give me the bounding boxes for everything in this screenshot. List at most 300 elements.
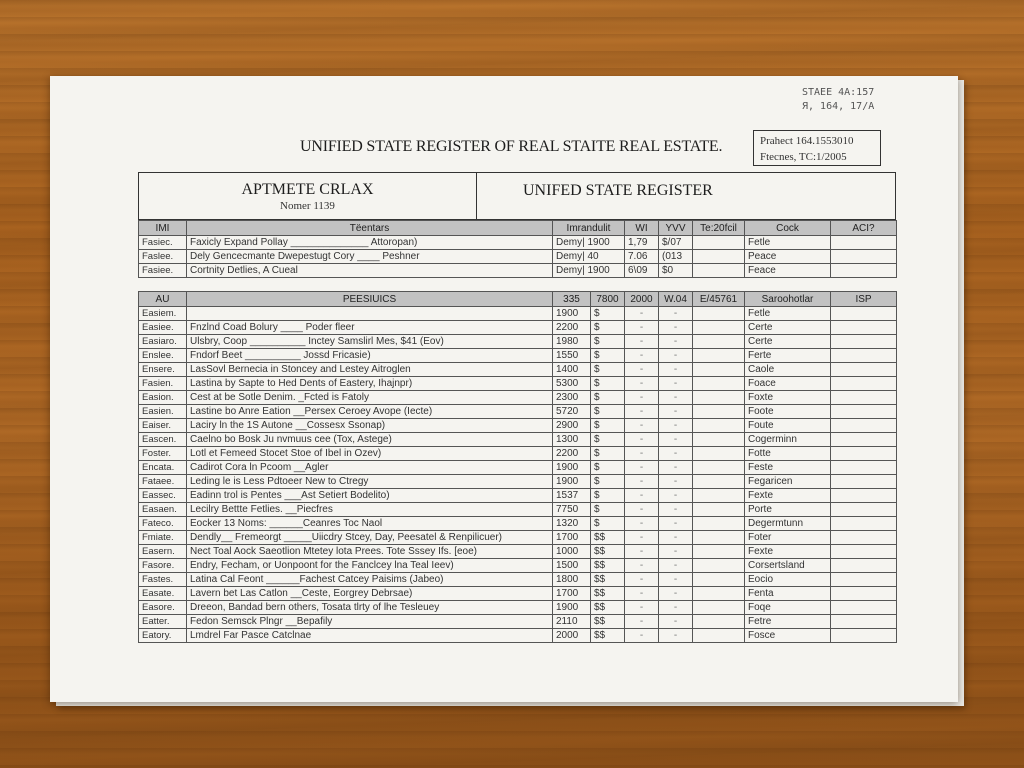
cell-currency: $$: [591, 601, 625, 615]
cell-empty: [831, 573, 897, 587]
cell-currency: $: [591, 363, 625, 377]
row-label: Eatory.: [139, 629, 187, 643]
cell-dash: -: [625, 615, 659, 629]
row-label: Fasien.: [139, 377, 187, 391]
row-label: Easaen.: [139, 503, 187, 517]
cell-dash: -: [659, 321, 693, 335]
cell-empty: [831, 615, 897, 629]
cell-dash: -: [625, 349, 659, 363]
row-description: Laciry ln the 1S Autone __Cossesx Ssonap): [187, 419, 553, 433]
cell-dash: -: [659, 447, 693, 461]
table-row: [139, 461, 897, 475]
column-header: YVV: [659, 221, 693, 236]
cell-currency: $$: [591, 587, 625, 601]
main-table: [138, 291, 897, 643]
cell-dash: -: [659, 531, 693, 545]
cell-empty: [693, 377, 745, 391]
cell-code: Fexte: [745, 489, 831, 503]
cell-value: Demy| 1900: [553, 236, 625, 250]
cell-dash: -: [659, 335, 693, 349]
cell-empty: [693, 489, 745, 503]
cell-dash: -: [659, 517, 693, 531]
table-row: [139, 363, 897, 377]
table-row: [139, 250, 897, 264]
cell-value: [693, 250, 745, 264]
cell-dash: -: [625, 391, 659, 405]
row-label: Foster.: [139, 447, 187, 461]
cell-value: Demy| 40: [553, 250, 625, 264]
cell-dash: -: [625, 531, 659, 545]
row-description: Fndorf Beet __________ Jossd Fricasie): [187, 349, 553, 363]
table-row: [139, 503, 897, 517]
row-label: Fasiee.: [139, 264, 187, 278]
cell-code: Eocio: [745, 573, 831, 587]
row-description: Lastina by Sapte to Hed Dents of Eastery, Ihajnpr): [187, 377, 553, 391]
row-description: Latina Cal Feont ______Fachest Catcey Paisims (Jabeo): [187, 573, 553, 587]
row-label: Fmiate.: [139, 531, 187, 545]
column-header: Cock: [745, 221, 831, 236]
top-table: [138, 220, 897, 278]
cell-amount: 1500: [553, 559, 591, 573]
cell-amount: 2000: [553, 629, 591, 643]
cell-code: Fetre: [745, 615, 831, 629]
cell-empty: [831, 601, 897, 615]
row-label: Faslee.: [139, 250, 187, 264]
cell-dash: -: [659, 307, 693, 321]
cell-currency: $: [591, 419, 625, 433]
cell-empty: [693, 307, 745, 321]
cell-amount: 1550: [553, 349, 591, 363]
cell-currency: $$: [591, 531, 625, 545]
table-row: [139, 264, 897, 278]
cell-value: [831, 264, 897, 278]
table-row: [139, 559, 897, 573]
cell-value: 7.06: [625, 250, 659, 264]
cell-value: $/07: [659, 236, 693, 250]
cell-currency: $: [591, 517, 625, 531]
cell-empty: [831, 307, 897, 321]
stamp-line-1: STAEE 4A:157: [802, 87, 875, 98]
table-row: [139, 307, 897, 321]
cell-code: Certe: [745, 335, 831, 349]
row-label: Easiee.: [139, 321, 187, 335]
main-table-header: [139, 292, 897, 307]
table-row: [139, 531, 897, 545]
cell-value: [693, 236, 745, 250]
row-description: Nect Toal Aock Saeotlion Mtetey lota Prees. Tote Sssey Ifs. [eoe): [187, 545, 553, 559]
cell-code: Fetle: [745, 307, 831, 321]
cell-code: Feste: [745, 461, 831, 475]
cell-value: [831, 236, 897, 250]
cell-dash: -: [625, 321, 659, 335]
row-label: Eascen.: [139, 433, 187, 447]
cell-currency: $: [591, 503, 625, 517]
top-table-header: [139, 221, 897, 236]
row-label: Fataee.: [139, 475, 187, 489]
cell-code: Fotte: [745, 447, 831, 461]
cell-empty: [693, 321, 745, 335]
cell-currency: $: [591, 475, 625, 489]
cell-dash: -: [625, 377, 659, 391]
row-description: [187, 307, 553, 321]
cell-empty: [693, 503, 745, 517]
cell-value: [831, 250, 897, 264]
table-row: [139, 545, 897, 559]
cell-dash: -: [625, 489, 659, 503]
cell-empty: [831, 475, 897, 489]
cell-empty: [831, 391, 897, 405]
table-row: [139, 236, 897, 250]
row-description: Cest at be Sotle Denim. _Fcted is Fatoly: [187, 391, 553, 405]
cell-currency: $: [591, 405, 625, 419]
row-label: Easate.: [139, 587, 187, 601]
cell-currency: $$: [591, 559, 625, 573]
cell-empty: [693, 601, 745, 615]
cell-empty: [693, 545, 745, 559]
column-header: E/45761: [693, 292, 745, 307]
cell-dash: -: [625, 587, 659, 601]
cell-empty: [693, 391, 745, 405]
row-description: Fnzlnd Coad Bolury ____ Poder fleer: [187, 321, 553, 335]
cell-code: Peace: [745, 250, 831, 264]
table-row: [139, 573, 897, 587]
cell-code: Porte: [745, 503, 831, 517]
cell-dash: -: [659, 363, 693, 377]
column-header: Saroohotlar: [745, 292, 831, 307]
cell-currency: $: [591, 489, 625, 503]
cell-dash: -: [625, 573, 659, 587]
cell-currency: $: [591, 335, 625, 349]
cell-dash: -: [625, 419, 659, 433]
cell-empty: [831, 433, 897, 447]
cell-empty: [831, 321, 897, 335]
cell-amount: 1900: [553, 307, 591, 321]
cell-value: 6\09: [625, 264, 659, 278]
cell-empty: [693, 349, 745, 363]
cell-dash: -: [659, 489, 693, 503]
cell-dash: -: [659, 503, 693, 517]
cell-amount: 1320: [553, 517, 591, 531]
row-description: Lotl et Femeed Stocet Stoe of Ibel in Ozev): [187, 447, 553, 461]
row-description: Dreeon, Bandad bern others, Tosata tlrty of lhe Tesleuey: [187, 601, 553, 615]
row-description: Faxicly Expand Pollay ______________ Attoropan): [187, 236, 553, 250]
table-row: [139, 447, 897, 461]
row-description: Caelno bo Bosk Ju nvmuus cee (Tox, Astege): [187, 433, 553, 447]
column-header: IMI: [139, 221, 187, 236]
cell-code: Certe: [745, 321, 831, 335]
row-label: Fasiec.: [139, 236, 187, 250]
project-box: [753, 130, 881, 166]
cell-dash: -: [659, 433, 693, 447]
cell-dash: -: [625, 461, 659, 475]
project-line-2: Ftecnes, TC:1/2005: [760, 151, 847, 163]
cell-dash: -: [659, 405, 693, 419]
cell-dash: -: [659, 349, 693, 363]
table-row: [139, 349, 897, 363]
cell-empty: [693, 531, 745, 545]
cell-empty: [693, 461, 745, 475]
cell-amount: 1700: [553, 531, 591, 545]
row-label: Easion.: [139, 391, 187, 405]
cell-empty: [831, 377, 897, 391]
cell-code: Ferte: [745, 349, 831, 363]
cell-dash: -: [659, 601, 693, 615]
cell-empty: [831, 517, 897, 531]
document-title: UNIFIED STATE REGISTER OF REAL STAITE REAL ESTATE.: [300, 138, 723, 155]
cell-empty: [831, 419, 897, 433]
cell-empty: [693, 629, 745, 643]
column-header: AU: [139, 292, 187, 307]
table-row: [139, 615, 897, 629]
row-description: Dendly__ Fremeorgt _____Uiicdry Stcey, Day, Peesatel & Renpilicuer): [187, 531, 553, 545]
row-label: Fastes.: [139, 573, 187, 587]
cell-empty: [831, 461, 897, 475]
cell-dash: -: [659, 559, 693, 573]
cell-code: Fetle: [745, 236, 831, 250]
row-description: Dely Gencecmante Dwepestugt Cory ____ Peshner: [187, 250, 553, 264]
cell-code: Fegaricen: [745, 475, 831, 489]
cell-currency: $: [591, 377, 625, 391]
row-description: Cortnity Detlies, A Cueal: [187, 264, 553, 278]
row-label: Easiem.: [139, 307, 187, 321]
cell-amount: 5300: [553, 377, 591, 391]
table-row: [139, 377, 897, 391]
header-left-subtitle: Nomer 1139: [280, 200, 335, 212]
cell-empty: [831, 503, 897, 517]
column-header: W.04: [659, 292, 693, 307]
cell-dash: -: [625, 307, 659, 321]
cell-dash: -: [625, 335, 659, 349]
column-header: WI: [625, 221, 659, 236]
cell-empty: [693, 405, 745, 419]
cell-amount: 1400: [553, 363, 591, 377]
cell-code: Caole: [745, 363, 831, 377]
cell-empty: [693, 517, 745, 531]
cell-empty: [831, 447, 897, 461]
column-header: Te:20fcil: [693, 221, 745, 236]
row-label: Ensere.: [139, 363, 187, 377]
row-description: Lavern bet Las Catlon __Ceste, Eorgrey Debrsae): [187, 587, 553, 601]
table-row: [139, 433, 897, 447]
row-description: Cadirot Cora ln Pcoom __Agler: [187, 461, 553, 475]
cell-dash: -: [659, 377, 693, 391]
table-row: [139, 391, 897, 405]
stamp-line-2: Я, 164, 17/A: [802, 101, 875, 112]
cell-empty: [693, 447, 745, 461]
column-header: 335: [553, 292, 591, 307]
cell-empty: [831, 587, 897, 601]
column-header: ISP: [831, 292, 897, 307]
cell-dash: -: [625, 545, 659, 559]
cell-empty: [831, 629, 897, 643]
cell-empty: [831, 405, 897, 419]
cell-amount: 1980: [553, 335, 591, 349]
cell-currency: $$: [591, 545, 625, 559]
cell-empty: [831, 531, 897, 545]
cell-currency: $: [591, 447, 625, 461]
row-label: Eassec.: [139, 489, 187, 503]
column-header: ACI?: [831, 221, 897, 236]
table-row: [139, 489, 897, 503]
cell-empty: [693, 573, 745, 587]
table-row: [139, 321, 897, 335]
row-description: Eadinn trol is Pentes ___Ast Setiert Bodelito): [187, 489, 553, 503]
cell-amount: 1800: [553, 573, 591, 587]
cell-code: Degermtunn: [745, 517, 831, 531]
column-header: Tëentars: [187, 221, 553, 236]
cell-dash: -: [659, 587, 693, 601]
column-header: Imrandulit: [553, 221, 625, 236]
cell-dash: -: [659, 419, 693, 433]
project-line-1: Prahect 164.1553010: [760, 135, 854, 147]
cell-amount: 7750: [553, 503, 591, 517]
cell-empty: [831, 545, 897, 559]
header-left: [139, 173, 477, 219]
table-row: [139, 335, 897, 349]
cell-dash: -: [659, 391, 693, 405]
paper-sheet: [50, 76, 958, 702]
cell-code: Foxte: [745, 391, 831, 405]
cell-amount: 5720: [553, 405, 591, 419]
cell-code: Corsertsland: [745, 559, 831, 573]
cell-code: Foote: [745, 405, 831, 419]
cell-amount: 2200: [553, 321, 591, 335]
cell-currency: $: [591, 307, 625, 321]
cell-code: Fosce: [745, 629, 831, 643]
column-header: 7800: [591, 292, 625, 307]
cell-code: Fexte: [745, 545, 831, 559]
cell-dash: -: [625, 601, 659, 615]
row-label: Easern.: [139, 545, 187, 559]
cell-dash: -: [659, 615, 693, 629]
cell-dash: -: [625, 559, 659, 573]
cell-code: Foute: [745, 419, 831, 433]
row-label: Easien.: [139, 405, 187, 419]
cell-value: 1,79: [625, 236, 659, 250]
row-label: Fateco.: [139, 517, 187, 531]
cell-amount: 1900: [553, 601, 591, 615]
column-header: 2000: [625, 292, 659, 307]
header-box: [138, 172, 896, 220]
table-row: [139, 419, 897, 433]
cell-empty: [693, 433, 745, 447]
cell-currency: $: [591, 391, 625, 405]
cell-amount: 1300: [553, 433, 591, 447]
row-label: Eatter.: [139, 615, 187, 629]
row-label: Enslee.: [139, 349, 187, 363]
cell-empty: [693, 615, 745, 629]
cell-currency: $: [591, 433, 625, 447]
cell-dash: -: [625, 503, 659, 517]
cell-amount: 1900: [553, 461, 591, 475]
cell-currency: $: [591, 321, 625, 335]
row-label: Eaiser.: [139, 419, 187, 433]
table-row: [139, 475, 897, 489]
cell-dash: -: [625, 433, 659, 447]
row-label: Fasore.: [139, 559, 187, 573]
cell-code: Foter: [745, 531, 831, 545]
row-label: Easiaro.: [139, 335, 187, 349]
cell-currency: $$: [591, 629, 625, 643]
row-description: Eocker 13 Noms: ______Ceanres Toc Naol: [187, 517, 553, 531]
cell-dash: -: [625, 629, 659, 643]
table-row: [139, 587, 897, 601]
cell-empty: [831, 335, 897, 349]
cell-amount: 1000: [553, 545, 591, 559]
cell-dash: -: [659, 573, 693, 587]
cell-dash: -: [625, 475, 659, 489]
cell-value: $0: [659, 264, 693, 278]
cell-code: Feace: [745, 264, 831, 278]
header-right-title: UNIFED STATE REGISTER: [523, 182, 713, 199]
cell-amount: 1537: [553, 489, 591, 503]
table-row: [139, 517, 897, 531]
column-header: PEESIUICS: [187, 292, 553, 307]
cell-empty: [693, 419, 745, 433]
row-label: Easore.: [139, 601, 187, 615]
cell-dash: -: [625, 517, 659, 531]
cell-empty: [831, 489, 897, 503]
cell-dash: -: [659, 545, 693, 559]
row-description: Fedon Semsck Plngr __Bepafily: [187, 615, 553, 629]
cell-empty: [831, 349, 897, 363]
cell-dash: -: [659, 461, 693, 475]
cell-value: Demy| 1900: [553, 264, 625, 278]
row-description: Lmdrel Far Pasce Catclnae: [187, 629, 553, 643]
cell-currency: $$: [591, 573, 625, 587]
corner-stamp: [802, 86, 912, 114]
cell-value: (013: [659, 250, 693, 264]
cell-amount: 1900: [553, 475, 591, 489]
cell-currency: $: [591, 349, 625, 363]
cell-currency: $$: [591, 615, 625, 629]
cell-code: Foace: [745, 377, 831, 391]
row-description: Endry, Fecham, or Uonpoont for the Fanclcey lna Teal Ieev): [187, 559, 553, 573]
cell-empty: [693, 363, 745, 377]
cell-empty: [693, 559, 745, 573]
cell-amount: 1700: [553, 587, 591, 601]
cell-dash: -: [625, 363, 659, 377]
row-description: Lastine bo Anre Eation __Persex Ceroey Avope (Iecte): [187, 405, 553, 419]
cell-empty: [693, 475, 745, 489]
cell-code: Fenta: [745, 587, 831, 601]
table-row: [139, 405, 897, 419]
row-description: Ulsbry, Coop __________ Inctey Samslirl Mes, $41 (Eov): [187, 335, 553, 349]
row-description: Lecilry Bettte Fetlies. __Piecfres: [187, 503, 553, 517]
cell-amount: 2900: [553, 419, 591, 433]
cell-amount: 2110: [553, 615, 591, 629]
row-description: Leding le is Less Pdtoeer New to Ctregy: [187, 475, 553, 489]
cell-amount: 2300: [553, 391, 591, 405]
table-row: [139, 601, 897, 615]
row-label: Encata.: [139, 461, 187, 475]
cell-dash: -: [659, 475, 693, 489]
cell-code: Foqe: [745, 601, 831, 615]
header-left-title: APTMETE CRLAX: [241, 181, 374, 198]
table-row: [139, 629, 897, 643]
cell-dash: -: [625, 405, 659, 419]
row-description: LasSovl Bernecia in Stoncey and Lestey Aitroglen: [187, 363, 553, 377]
cell-empty: [831, 363, 897, 377]
cell-currency: $: [591, 461, 625, 475]
cell-empty: [693, 587, 745, 601]
cell-empty: [831, 559, 897, 573]
cell-dash: -: [659, 629, 693, 643]
cell-empty: [693, 335, 745, 349]
cell-code: Cogerminn: [745, 433, 831, 447]
cell-dash: -: [625, 447, 659, 461]
cell-value: [693, 264, 745, 278]
